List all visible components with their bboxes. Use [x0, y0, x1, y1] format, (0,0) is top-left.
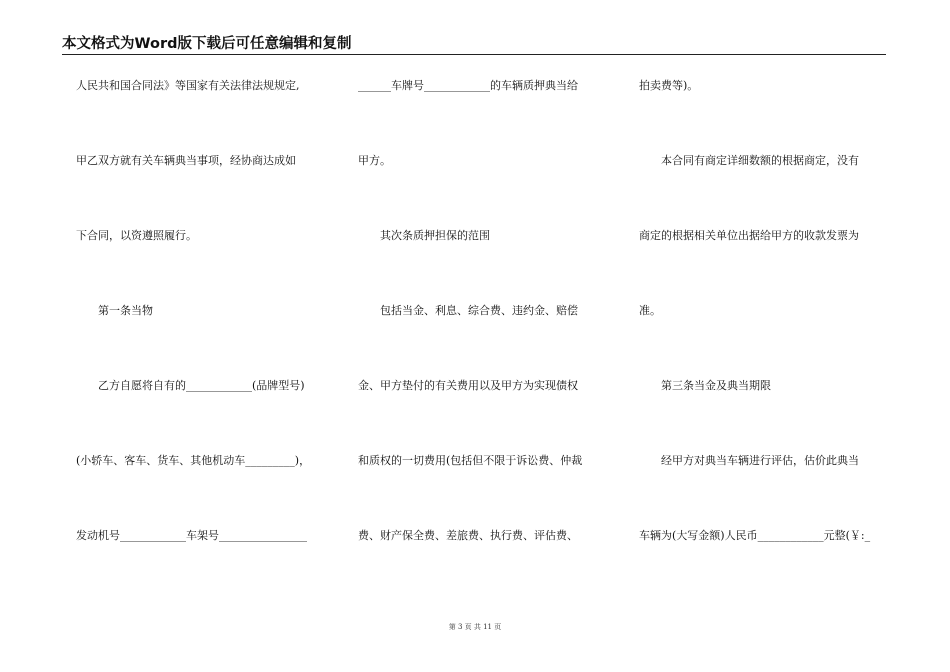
- text-line: 本合同有商定详细数额的根据商定，没有: [639, 154, 859, 167]
- text-line: 第一条当物: [76, 304, 153, 317]
- text-line: 乙方自愿将自有的____________(品牌型号): [76, 379, 305, 392]
- text-line: 第三条当金及典当期限: [639, 379, 771, 392]
- header-divider: [62, 54, 886, 55]
- text-line: 准。: [639, 304, 661, 317]
- text-line: 和质权的一切费用(包括但不限于诉讼费、仲裁: [358, 454, 583, 467]
- text-line: 甲方。: [358, 154, 391, 167]
- text-line: 金、甲方垫付的有关费用以及甲方为实现债权: [358, 379, 578, 392]
- text-line: ______车牌号____________的车辆质押典当给: [358, 79, 578, 92]
- text-line: 甲乙双方就有关车辆典当事项，经协商达成如: [76, 154, 296, 167]
- text-line: 费、财产保全费、差旅费、执行费、评估费、: [358, 529, 578, 542]
- text-line: 其次条质押担保的范围: [358, 229, 490, 242]
- text-line: 人民共和国合同法》等国家有关法律法规规定,: [76, 79, 300, 92]
- text-column-3: [639, 68, 889, 593]
- text-line: 拍卖费等)。: [639, 79, 699, 92]
- document-header-title: 本文格式为Word版下载后可任意编辑和复制: [62, 36, 352, 52]
- text-line: 经甲方对典当车辆进行评估，估价此典当: [639, 454, 859, 467]
- text-column-2: [358, 68, 608, 593]
- text-line: 包括当金、利息、综合费、违约金、赔偿: [358, 304, 578, 317]
- text-line: 下合同，以资遵照履行。: [76, 229, 197, 242]
- page-number-footer: 第 3 页 共 11 页: [448, 623, 502, 631]
- text-line: 商定的根据相关单位出据给甲方的收款发票为: [639, 229, 859, 242]
- text-line: (小轿车、客车、货车、其他机动车_________)，: [76, 454, 311, 467]
- text-column-1: [76, 68, 326, 593]
- text-line: 发动机号____________车架号________________: [76, 529, 307, 542]
- text-line: 车辆为(大写金额)人民币____________元整(￥:_: [639, 529, 871, 542]
